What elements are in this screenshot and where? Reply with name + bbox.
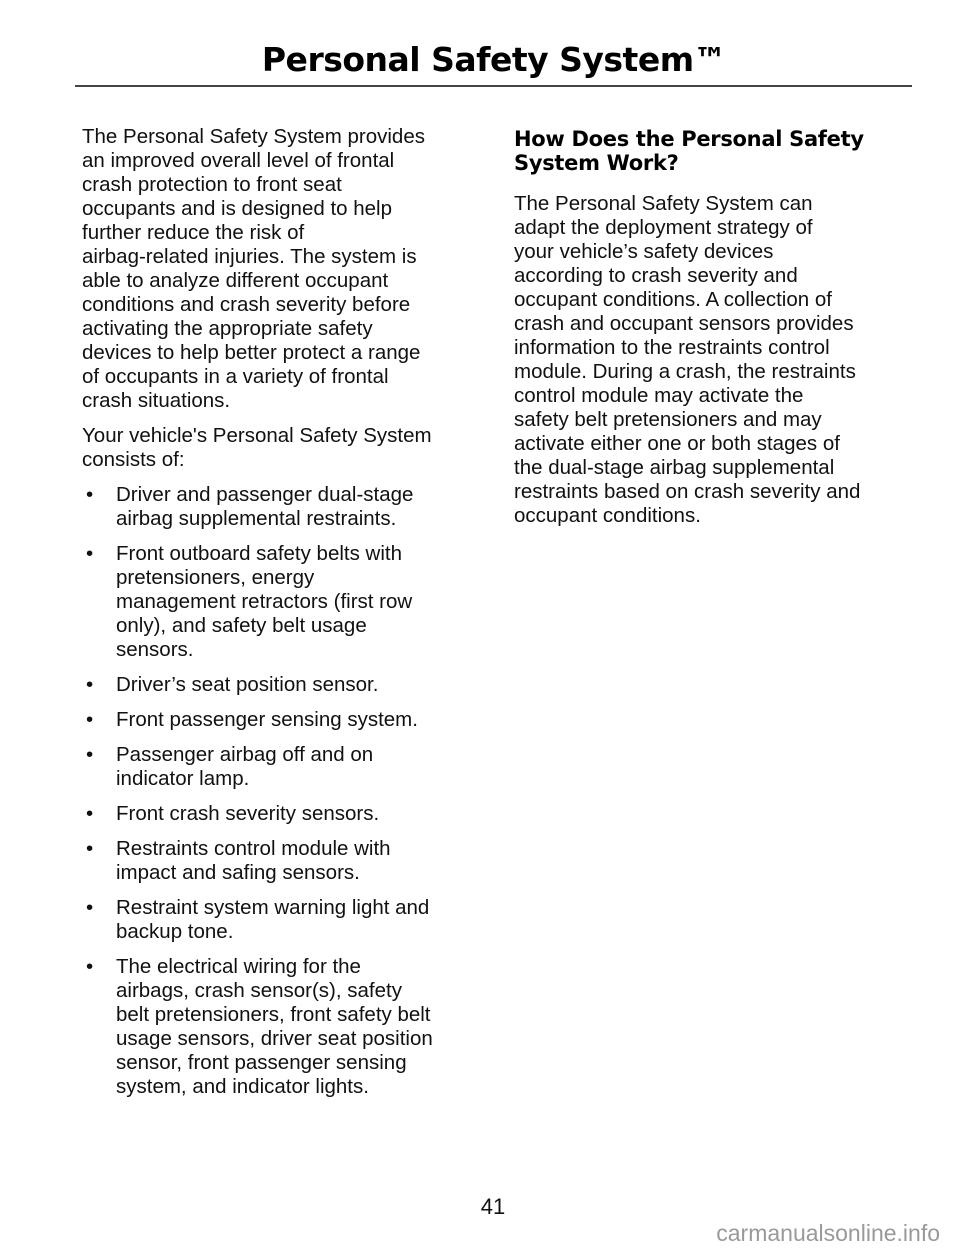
bullet-icon: •: [86, 837, 94, 860]
intro-paragraph: [82, 125, 482, 413]
text-line: Driver and passenger dual-stage: [116, 483, 414, 506]
text-line: The Personal Safety System can: [514, 192, 813, 215]
text-line: occupants and is designed to help: [82, 197, 393, 220]
text-line: information to the restraints control: [514, 336, 830, 359]
text-line: sensor, front passenger sensing: [116, 1051, 407, 1074]
text-line: devices to help better protect a range: [82, 341, 421, 364]
text-line: only), and safety belt usage: [116, 614, 367, 637]
components-list: [82, 483, 482, 1099]
text-line: conditions and crash severity before: [82, 293, 411, 316]
text-line: belt pretensioners, front safety belt: [116, 1003, 431, 1026]
text-line: airbags, crash sensor(s), safety: [116, 979, 402, 1002]
list-item: [82, 708, 482, 732]
text-line: The electrical wiring for the: [116, 955, 361, 978]
text-line: system, and indicator lights.: [116, 1075, 369, 1098]
list-item: [82, 896, 482, 944]
text-line: module. During a crash, the restraints: [514, 360, 856, 383]
text-line: of occupants in a variety of frontal: [82, 365, 389, 388]
text-line: your vehicle’s safety devices: [514, 240, 774, 263]
text-line: adapt the deployment strategy of: [514, 216, 813, 239]
text-line: Your vehicle's Personal Safety System: [82, 424, 432, 447]
bullet-icon: •: [86, 743, 94, 766]
text-line: impact and safing sensors.: [116, 861, 360, 884]
list-item: [82, 542, 482, 662]
watermark[interactable]: carmanualsonline.info: [716, 1220, 940, 1246]
text-line: consists of:: [82, 448, 185, 471]
bullet-icon: •: [86, 955, 94, 978]
bullet-icon: •: [86, 483, 94, 506]
text-line: occupant conditions.: [514, 504, 701, 527]
list-item: [82, 743, 482, 791]
text-line: occupant conditions. A collection of: [514, 288, 832, 311]
bullet-icon: •: [86, 896, 94, 919]
text-line: further reduce the risk of: [82, 221, 305, 244]
text-line: pretensioners, energy: [116, 566, 315, 589]
text-line: airbag supplemental restraints.: [116, 507, 397, 530]
text-line: the dual-stage airbag supplemental: [514, 456, 835, 479]
text-line: restraints based on crash severity and: [514, 480, 861, 503]
right-column: [514, 125, 914, 539]
text-line: airbag-related injuries. The system is: [82, 245, 417, 268]
text-line: indicator lamp.: [116, 767, 250, 790]
bullet-icon: •: [86, 673, 94, 696]
page-title: Personal Safety System™: [261, 40, 727, 79]
text-line: usage sensors, driver seat position: [116, 1027, 433, 1050]
header-divider: [75, 85, 912, 87]
text-line: Front passenger sensing system.: [116, 708, 418, 731]
text-line: activating the appropriate safety: [82, 317, 373, 340]
text-line: Driver’s seat position sensor.: [116, 673, 379, 696]
list-item: [82, 837, 482, 885]
text-line: Restraints control module with: [116, 837, 391, 860]
left-column: [82, 125, 482, 1110]
text-line: crash protection to front seat: [82, 173, 342, 196]
list-item: [82, 955, 482, 1099]
bullet-icon: •: [86, 542, 94, 565]
text-line: according to crash severity and: [514, 264, 798, 287]
list-item: [82, 673, 482, 697]
text-line: The Personal Safety System provides: [82, 125, 425, 148]
text-line: an improved overall level of frontal: [82, 149, 395, 172]
text-line: Front outboard safety belts with: [116, 542, 403, 565]
text-line: System Work?: [514, 151, 679, 175]
text-line: able to analyze different occupant: [82, 269, 389, 292]
list-item: [82, 483, 482, 531]
text-line: backup tone.: [116, 920, 234, 943]
text-line: management retractors (first row: [116, 590, 413, 613]
text-line: control module may activate the: [514, 384, 804, 407]
text-line: safety belt pretensioners and may: [514, 408, 822, 431]
text-line: Restraint system warning light and: [116, 896, 430, 919]
text-line: crash situations.: [82, 389, 231, 412]
text-line: Front crash severity sensors.: [116, 802, 380, 825]
how-it-works-paragraph: [514, 192, 914, 528]
text-line: crash and occupant sensors provides: [514, 312, 854, 335]
bullet-icon: •: [86, 708, 94, 731]
bullet-icon: •: [86, 802, 94, 825]
list-item: [82, 802, 482, 826]
text-line: activate either one or both stages of: [514, 432, 840, 455]
text-line: Passenger airbag off and on: [116, 743, 374, 766]
page-number: 41: [480, 1194, 506, 1219]
consists-paragraph: [82, 424, 482, 472]
text-line: sensors.: [116, 638, 194, 661]
section-heading: [514, 127, 914, 175]
text-line: How Does the Personal Safety: [514, 127, 864, 151]
